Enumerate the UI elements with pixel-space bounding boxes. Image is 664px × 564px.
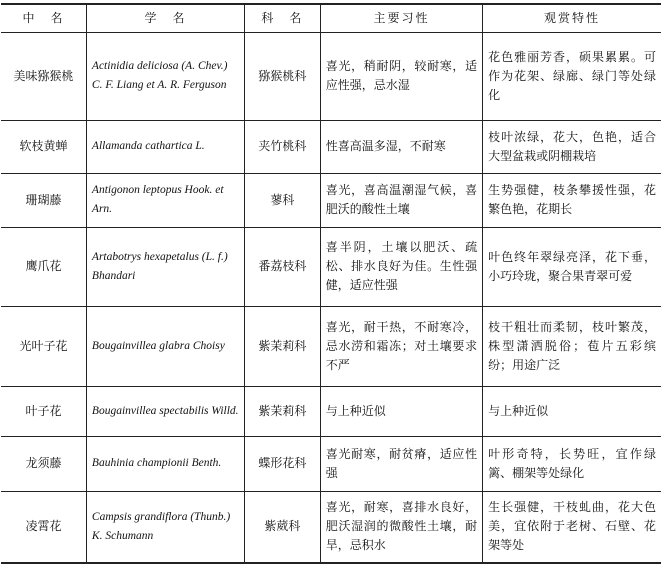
- cell-habit: 喜光，稍耐阴，较耐寒，适应性强，忌水湿: [320, 32, 482, 120]
- cell-scientific-name: Actinidia deliciosa (A. Chev.) C. F. Liang et A. R. Ferguson: [86, 32, 244, 120]
- cell-habit: 喜光，喜高温潮湿气候，喜肥沃的酸性土壤: [320, 173, 482, 227]
- cell-scientific-name: Bauhinia championii Benth.: [86, 436, 244, 491]
- cell-ornamental: 生势强健，枝条攀援性强，花繁色艳，花期长: [483, 173, 661, 227]
- cell-habit: 喜光，耐干热，不耐寒冷，忌水涝和霜冻；对土壤要求不严: [320, 306, 482, 386]
- cell-scientific-name: Antigonon leptopus Hook. et Arn.: [86, 173, 244, 227]
- table-body: [1, 32, 661, 563]
- cell-ornamental: 叶形奇特，长势旺，宜作绿篱、棚架等处绿化: [483, 436, 661, 491]
- table-row: [1, 173, 661, 227]
- cell-chinese-name: 龙须藤: [1, 436, 86, 491]
- header-habit: 主要习性: [320, 4, 482, 32]
- table-row: [1, 120, 661, 173]
- cell-ornamental: 生长强健，干枝虬曲，花大色美，宜依附于老树、石壁、花架等处: [483, 491, 661, 563]
- table-row: [1, 227, 661, 306]
- cell-chinese-name: 珊瑚藤: [1, 173, 86, 227]
- cell-family: 紫茉莉科: [244, 386, 320, 436]
- cell-scientific-name: Artabotrys hexapetalus (L. f.) Bhandari: [86, 227, 244, 306]
- table-row: [1, 386, 661, 436]
- cell-habit: 喜光，耐寒，喜排水良好，肥沃湿润的微酸性土壤，耐旱，忌积水: [320, 491, 482, 563]
- cell-habit: 喜光耐寒，耐贫瘠，适应性强: [320, 436, 482, 491]
- cell-scientific-name: Bougainvillea spectabilis Willd.: [86, 386, 244, 436]
- header-scientific-name: 学 名: [86, 4, 244, 32]
- cell-scientific-name: Allamanda cathartica L.: [86, 120, 244, 173]
- cell-chinese-name: 美味猕猴桃: [1, 32, 86, 120]
- cell-scientific-name: Campsis grandiflora (Thunb.) K. Schumann: [86, 491, 244, 563]
- cell-chinese-name: 叶子花: [1, 386, 86, 436]
- cell-ornamental: 花色雅丽芳香，硕果累累。可作为花架、绿廊、绿门等处绿化: [483, 32, 661, 120]
- cell-ornamental: 枝叶浓绿，花大，色艳，适合大型盆栽或阴棚栽培: [483, 120, 661, 173]
- cell-family: 蝶形花科: [244, 436, 320, 491]
- table-header: [1, 4, 661, 32]
- cell-habit: 与上种近似: [320, 386, 482, 436]
- header-row: [1, 4, 661, 32]
- cell-scientific-name: Bougainvillea glabra Choisy: [86, 306, 244, 386]
- plant-table: [1, 3, 661, 564]
- cell-family: 番荔枝科: [244, 227, 320, 306]
- cell-habit: 喜半阴，土壤以肥沃、疏松、排水良好为佳。生性强健，适应性强: [320, 227, 482, 306]
- header-chinese-name: 中 名: [1, 4, 86, 32]
- cell-family: 紫葳科: [244, 491, 320, 563]
- cell-chinese-name: 鹰爪花: [1, 227, 86, 306]
- cell-chinese-name: 软枝黄蝉: [1, 120, 86, 173]
- cell-habit: 性喜高温多湿，不耐寒: [320, 120, 482, 173]
- cell-chinese-name: 凌霄花: [1, 491, 86, 563]
- table-row: [1, 32, 661, 120]
- cell-family: 猕猴桃科: [244, 32, 320, 120]
- cell-family: 蓼科: [244, 173, 320, 227]
- table-row: [1, 306, 661, 386]
- cell-ornamental: 叶色终年翠绿亮泽，花下垂，小巧玲珑，聚合果青翠可爱: [483, 227, 661, 306]
- header-family: 科 名: [244, 4, 320, 32]
- header-ornamental: 观赏特性: [483, 4, 661, 32]
- cell-chinese-name: 光叶子花: [1, 306, 86, 386]
- table-row: [1, 436, 661, 491]
- cell-ornamental: 与上种近似: [483, 386, 661, 436]
- cell-ornamental: 枝干粗壮而柔韧，枝叶繁茂，株型潇洒脱俗；苞片五彩缤纷；用途广泛: [483, 306, 661, 386]
- cell-family: 紫茉莉科: [244, 306, 320, 386]
- cell-family: 夹竹桃科: [244, 120, 320, 173]
- table-row: [1, 491, 661, 563]
